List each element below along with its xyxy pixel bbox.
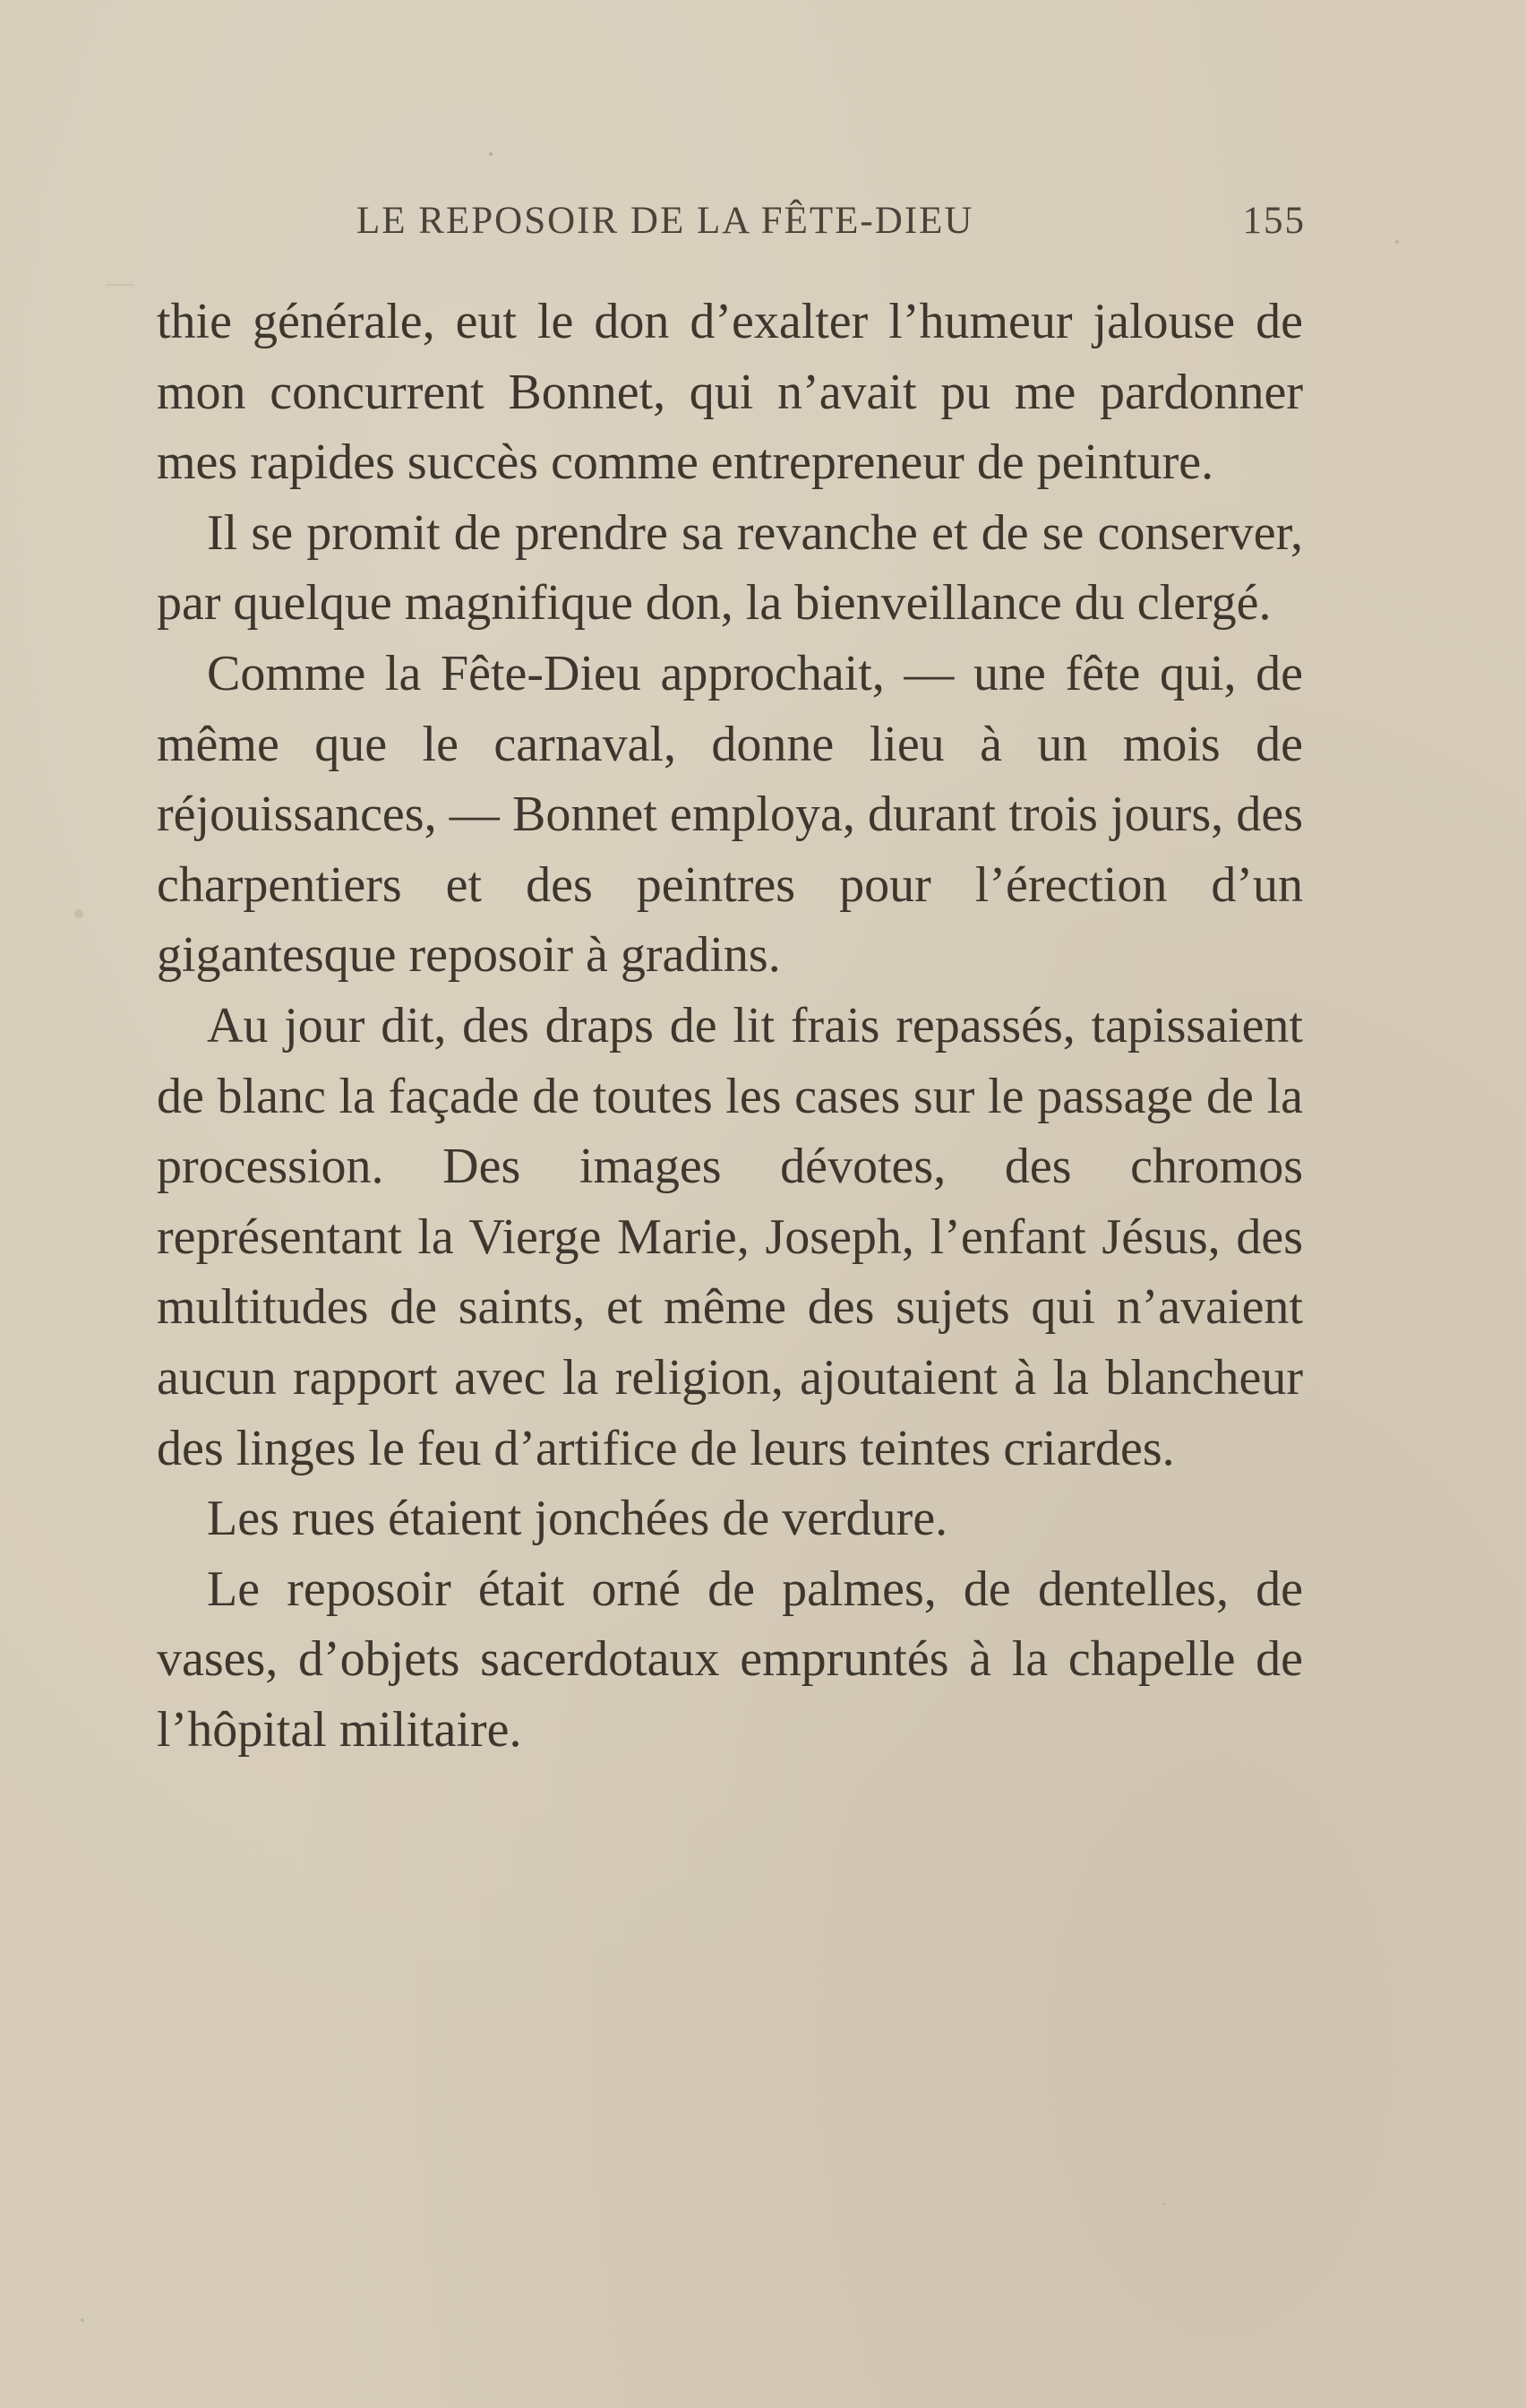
paragraph: Il se promit de prendre sa revanche et de se conserver, par quelque magnifique don, la bienveillance du clergé. xyxy=(157,504,1303,632)
paragraph: Au jour dit, des draps de lit frais repassés, tapissaient de blanc la façade de toutes les cases sur le passage de la procession. Des images dévotes, des chromos représentant la Vierge Marie, Joseph, l’enfant Jésus, des multitudes de saints, et même des sujets qui n’avaient aucun rapport avec la religion, ajoutaient à la blancheur des linges le feu d’artifice de leurs teintes criardes. xyxy=(157,997,1303,1476)
page-number: 155 xyxy=(1242,200,1306,242)
running-head xyxy=(356,199,1306,253)
paragraph: Les rues étaient jonchées de verdure. xyxy=(207,1491,948,1547)
paragraph: Comme la Fête-Dieu approchait, — une fête qui, de même que le carnaval, donne lieu à un mois de réjouissances, — Bonnet employa, durant trois jours, des charpentiers et des peintres pour l’érection d’un gigantesque reposoir à gradins. xyxy=(157,645,1303,984)
paragraph: Le reposoir était orné de palmes, de dentelles, de vases, d’objets sacerdotaux empruntés à la chapelle de l’hôpital militaire. xyxy=(157,1561,1303,1758)
body-text xyxy=(157,287,1303,1765)
running-title: LE REPOSOIR DE LA FÊTE-DIEU xyxy=(356,200,974,242)
paragraph: thie générale, eut le don d’exalter l’humeur jalouse de mon concurrent Bonnet, qui n’avait pu me pardonner mes rapides succès comme entrepreneur de peinture. xyxy=(157,294,1303,491)
